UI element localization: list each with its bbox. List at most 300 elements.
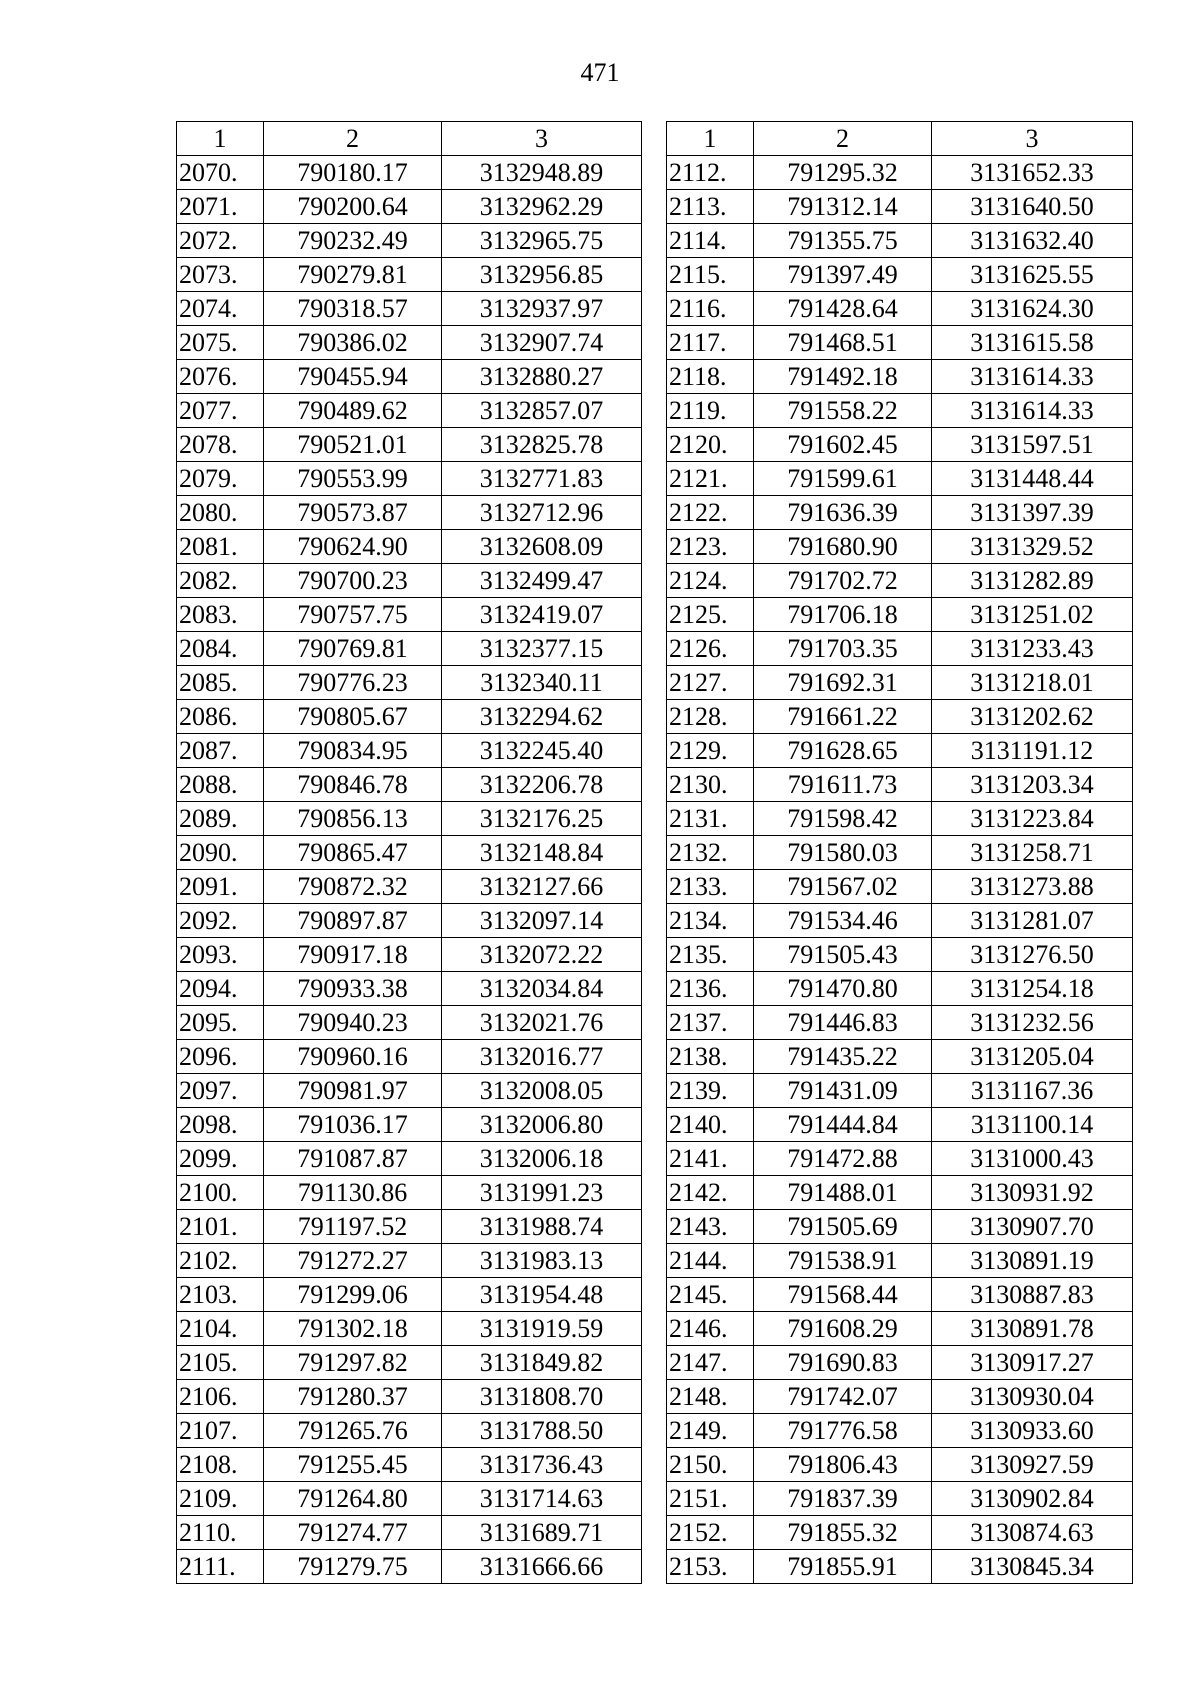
x-coordinate-cell: 791505.69 — [754, 1210, 932, 1244]
x-coordinate-cell: 790521.01 — [264, 428, 442, 462]
y-coordinate-cell: 3131000.43 — [932, 1142, 1133, 1176]
table-row — [667, 802, 1133, 836]
x-coordinate-cell: 790624.90 — [264, 530, 442, 564]
point-number-cell: 2111. — [177, 1550, 264, 1584]
x-coordinate-cell: 791690.83 — [754, 1346, 932, 1380]
y-coordinate-cell: 3132148.84 — [442, 836, 642, 870]
point-number-cell: 2092. — [177, 904, 264, 938]
point-number-cell: 2121. — [667, 462, 754, 496]
table-row — [667, 1006, 1133, 1040]
y-coordinate-cell: 3131233.43 — [932, 632, 1133, 666]
point-number-cell: 2093. — [177, 938, 264, 972]
point-number-cell: 2142. — [667, 1176, 754, 1210]
x-coordinate-cell: 790805.67 — [264, 700, 442, 734]
point-number-cell: 2128. — [667, 700, 754, 734]
y-coordinate-cell: 3132245.40 — [442, 734, 642, 768]
x-coordinate-cell: 791837.39 — [754, 1482, 932, 1516]
point-number-cell: 2122. — [667, 496, 754, 530]
x-coordinate-cell: 791855.91 — [754, 1550, 932, 1584]
x-coordinate-cell: 791355.75 — [754, 224, 932, 258]
table-row — [177, 428, 642, 462]
x-coordinate-cell: 791580.03 — [754, 836, 932, 870]
x-coordinate-cell: 791706.18 — [754, 598, 932, 632]
point-number-cell: 2147. — [667, 1346, 754, 1380]
table-row — [667, 598, 1133, 632]
y-coordinate-cell: 3132016.77 — [442, 1040, 642, 1074]
x-coordinate-cell: 790232.49 — [264, 224, 442, 258]
point-number-cell: 2073. — [177, 258, 264, 292]
point-number-cell: 2137. — [667, 1006, 754, 1040]
x-coordinate-cell: 791435.22 — [754, 1040, 932, 1074]
point-number-cell: 2095. — [177, 1006, 264, 1040]
x-coordinate-cell: 790981.97 — [264, 1074, 442, 1108]
x-coordinate-cell: 790897.87 — [264, 904, 442, 938]
y-coordinate-cell: 3131849.82 — [442, 1346, 642, 1380]
table-row — [667, 972, 1133, 1006]
point-number-cell: 2131. — [667, 802, 754, 836]
y-coordinate-cell: 3131652.33 — [932, 156, 1133, 190]
x-coordinate-cell: 791274.77 — [264, 1516, 442, 1550]
y-coordinate-cell: 3131954.48 — [442, 1278, 642, 1312]
y-coordinate-cell: 3130845.34 — [932, 1550, 1133, 1584]
y-coordinate-cell: 3132937.97 — [442, 292, 642, 326]
point-number-cell: 2075. — [177, 326, 264, 360]
point-number-cell: 2105. — [177, 1346, 264, 1380]
point-number-cell: 2146. — [667, 1312, 754, 1346]
y-coordinate-cell: 3130927.59 — [932, 1448, 1133, 1482]
y-coordinate-cell: 3131689.71 — [442, 1516, 642, 1550]
x-coordinate-cell: 790455.94 — [264, 360, 442, 394]
y-coordinate-cell: 3131273.88 — [932, 870, 1133, 904]
point-number-cell: 2133. — [667, 870, 754, 904]
point-number-cell: 2083. — [177, 598, 264, 632]
table-row — [667, 700, 1133, 734]
x-coordinate-cell: 790865.47 — [264, 836, 442, 870]
x-coordinate-cell: 791702.72 — [754, 564, 932, 598]
y-coordinate-cell: 3130933.60 — [932, 1414, 1133, 1448]
y-coordinate-cell: 3132072.22 — [442, 938, 642, 972]
y-coordinate-cell: 3132340.11 — [442, 666, 642, 700]
point-number-cell: 2144. — [667, 1244, 754, 1278]
y-coordinate-cell: 3130891.19 — [932, 1244, 1133, 1278]
table-row — [667, 156, 1133, 190]
x-coordinate-cell: 791806.43 — [754, 1448, 932, 1482]
header-row — [667, 122, 1133, 156]
x-coordinate-cell: 791628.65 — [754, 734, 932, 768]
y-coordinate-cell: 3130930.04 — [932, 1380, 1133, 1414]
table-row — [177, 904, 642, 938]
point-number-cell: 2138. — [667, 1040, 754, 1074]
y-coordinate-cell: 3131205.04 — [932, 1040, 1133, 1074]
point-number-cell: 2071. — [177, 190, 264, 224]
table-body — [667, 156, 1133, 1584]
point-number-cell: 2119. — [667, 394, 754, 428]
y-coordinate-cell: 3132956.85 — [442, 258, 642, 292]
table-row — [177, 972, 642, 1006]
y-coordinate-cell: 3130874.63 — [932, 1516, 1133, 1550]
y-coordinate-cell: 3131203.34 — [932, 768, 1133, 802]
x-coordinate-cell: 791538.91 — [754, 1244, 932, 1278]
column-header-y-coordinate: 3 — [932, 122, 1133, 156]
table-row — [177, 530, 642, 564]
point-number-cell: 2085. — [177, 666, 264, 700]
y-coordinate-cell: 3131276.50 — [932, 938, 1133, 972]
point-number-cell: 2108. — [177, 1448, 264, 1482]
x-coordinate-cell: 791534.46 — [754, 904, 932, 938]
point-number-cell: 2120. — [667, 428, 754, 462]
y-coordinate-cell: 3132176.25 — [442, 802, 642, 836]
x-coordinate-cell: 791272.27 — [264, 1244, 442, 1278]
table-row — [177, 292, 642, 326]
y-coordinate-cell: 3132499.47 — [442, 564, 642, 598]
point-number-cell: 2125. — [667, 598, 754, 632]
point-number-cell: 2143. — [667, 1210, 754, 1244]
y-coordinate-cell: 3132419.07 — [442, 598, 642, 632]
table-row — [177, 496, 642, 530]
point-number-cell: 2076. — [177, 360, 264, 394]
y-coordinate-cell: 3132771.83 — [442, 462, 642, 496]
x-coordinate-cell: 790318.57 — [264, 292, 442, 326]
y-coordinate-cell: 3132097.14 — [442, 904, 642, 938]
point-number-cell: 2106. — [177, 1380, 264, 1414]
x-coordinate-cell: 790700.23 — [264, 564, 442, 598]
x-coordinate-cell: 791130.86 — [264, 1176, 442, 1210]
point-number-cell: 2072. — [177, 224, 264, 258]
x-coordinate-cell: 791297.82 — [264, 1346, 442, 1380]
y-coordinate-cell: 3131251.02 — [932, 598, 1133, 632]
point-number-cell: 2127. — [667, 666, 754, 700]
y-coordinate-cell: 3130887.83 — [932, 1278, 1133, 1312]
table-row — [177, 802, 642, 836]
point-number-cell: 2136. — [667, 972, 754, 1006]
table-row — [177, 1176, 642, 1210]
x-coordinate-cell: 790872.32 — [264, 870, 442, 904]
table-row — [667, 564, 1133, 598]
table-row — [667, 360, 1133, 394]
x-coordinate-cell: 791468.51 — [754, 326, 932, 360]
x-coordinate-cell: 790933.38 — [264, 972, 442, 1006]
table-row — [177, 632, 642, 666]
y-coordinate-cell: 3131808.70 — [442, 1380, 642, 1414]
table-row — [667, 734, 1133, 768]
column-header-point-number: 1 — [667, 122, 754, 156]
point-number-cell: 2098. — [177, 1108, 264, 1142]
table-row — [177, 1142, 642, 1176]
x-coordinate-cell: 791431.09 — [754, 1074, 932, 1108]
y-coordinate-cell: 3131397.39 — [932, 496, 1133, 530]
column-header-point-number: 1 — [177, 122, 264, 156]
point-number-cell: 2116. — [667, 292, 754, 326]
table-row — [177, 224, 642, 258]
x-coordinate-cell: 790917.18 — [264, 938, 442, 972]
x-coordinate-cell: 791492.18 — [754, 360, 932, 394]
point-number-cell: 2078. — [177, 428, 264, 462]
y-coordinate-cell: 3132206.78 — [442, 768, 642, 802]
x-coordinate-cell: 791505.43 — [754, 938, 932, 972]
point-number-cell: 2096. — [177, 1040, 264, 1074]
table-row — [177, 1040, 642, 1074]
y-coordinate-cell: 3131597.51 — [932, 428, 1133, 462]
table-row — [177, 326, 642, 360]
point-number-cell: 2102. — [177, 1244, 264, 1278]
point-number-cell: 2149. — [667, 1414, 754, 1448]
y-coordinate-cell: 3132008.05 — [442, 1074, 642, 1108]
x-coordinate-cell: 791611.73 — [754, 768, 932, 802]
x-coordinate-cell: 790180.17 — [264, 156, 442, 190]
y-coordinate-cell: 3132880.27 — [442, 360, 642, 394]
x-coordinate-cell: 791488.01 — [754, 1176, 932, 1210]
point-number-cell: 2115. — [667, 258, 754, 292]
point-number-cell: 2148. — [667, 1380, 754, 1414]
x-coordinate-cell: 791661.22 — [754, 700, 932, 734]
x-coordinate-cell: 791608.29 — [754, 1312, 932, 1346]
point-number-cell: 2101. — [177, 1210, 264, 1244]
table-row — [667, 1550, 1133, 1584]
table-row — [667, 428, 1133, 462]
x-coordinate-cell: 791470.80 — [754, 972, 932, 1006]
point-number-cell: 2074. — [177, 292, 264, 326]
point-number-cell: 2107. — [177, 1414, 264, 1448]
y-coordinate-cell: 3131666.66 — [442, 1550, 642, 1584]
x-coordinate-cell: 790769.81 — [264, 632, 442, 666]
y-coordinate-cell: 3131218.01 — [932, 666, 1133, 700]
table-row — [177, 1312, 642, 1346]
point-number-cell: 2129. — [667, 734, 754, 768]
point-number-cell: 2070. — [177, 156, 264, 190]
y-coordinate-cell: 3131736.43 — [442, 1448, 642, 1482]
table-row — [667, 1448, 1133, 1482]
x-coordinate-cell: 791299.06 — [264, 1278, 442, 1312]
table-row — [177, 666, 642, 700]
point-number-cell: 2089. — [177, 802, 264, 836]
x-coordinate-cell: 790960.16 — [264, 1040, 442, 1074]
y-coordinate-cell: 3130917.27 — [932, 1346, 1133, 1380]
point-number-cell: 2100. — [177, 1176, 264, 1210]
point-number-cell: 2094. — [177, 972, 264, 1006]
point-number-cell: 2145. — [667, 1278, 754, 1312]
x-coordinate-cell: 791446.83 — [754, 1006, 932, 1040]
point-number-cell: 2126. — [667, 632, 754, 666]
column-header-y-coordinate: 3 — [442, 122, 642, 156]
x-coordinate-cell: 790489.62 — [264, 394, 442, 428]
point-number-cell: 2114. — [667, 224, 754, 258]
x-coordinate-cell: 791280.37 — [264, 1380, 442, 1414]
y-coordinate-cell: 3132907.74 — [442, 326, 642, 360]
point-number-cell: 2152. — [667, 1516, 754, 1550]
y-coordinate-cell: 3131625.55 — [932, 258, 1133, 292]
table-row — [667, 530, 1133, 564]
x-coordinate-cell: 790386.02 — [264, 326, 442, 360]
point-number-cell: 2124. — [667, 564, 754, 598]
point-number-cell: 2151. — [667, 1482, 754, 1516]
x-coordinate-cell: 790279.81 — [264, 258, 442, 292]
point-number-cell: 2087. — [177, 734, 264, 768]
table-row — [667, 904, 1133, 938]
y-coordinate-cell: 3130891.78 — [932, 1312, 1133, 1346]
point-number-cell: 2141. — [667, 1142, 754, 1176]
table-row — [667, 1414, 1133, 1448]
table-row — [667, 1516, 1133, 1550]
table-row — [177, 1482, 642, 1516]
table-row — [667, 224, 1133, 258]
y-coordinate-cell: 3131254.18 — [932, 972, 1133, 1006]
x-coordinate-cell: 791598.42 — [754, 802, 932, 836]
x-coordinate-cell: 791264.80 — [264, 1482, 442, 1516]
y-coordinate-cell: 3130931.92 — [932, 1176, 1133, 1210]
point-number-cell: 2082. — [177, 564, 264, 598]
y-coordinate-cell: 3131100.14 — [932, 1108, 1133, 1142]
table-row — [667, 1040, 1133, 1074]
table-row — [177, 598, 642, 632]
x-coordinate-cell: 791255.45 — [264, 1448, 442, 1482]
y-coordinate-cell: 3131615.58 — [932, 326, 1133, 360]
table-row — [667, 326, 1133, 360]
x-coordinate-cell: 791742.07 — [754, 1380, 932, 1414]
table-row — [667, 1244, 1133, 1278]
table-row — [667, 632, 1133, 666]
table-row — [667, 768, 1133, 802]
x-coordinate-cell: 790846.78 — [264, 768, 442, 802]
x-coordinate-cell: 791558.22 — [754, 394, 932, 428]
point-number-cell: 2090. — [177, 836, 264, 870]
column-header-x-coordinate: 2 — [264, 122, 442, 156]
point-number-cell: 2080. — [177, 496, 264, 530]
y-coordinate-cell: 3131614.33 — [932, 394, 1133, 428]
table-row — [177, 836, 642, 870]
table-row — [177, 734, 642, 768]
x-coordinate-cell: 790200.64 — [264, 190, 442, 224]
y-coordinate-cell: 3132127.66 — [442, 870, 642, 904]
x-coordinate-cell: 791472.88 — [754, 1142, 932, 1176]
y-coordinate-cell: 3132021.76 — [442, 1006, 642, 1040]
table-row — [177, 1550, 642, 1584]
point-number-cell: 2109. — [177, 1482, 264, 1516]
x-coordinate-cell: 791036.17 — [264, 1108, 442, 1142]
table-row — [667, 1142, 1133, 1176]
point-number-cell: 2084. — [177, 632, 264, 666]
point-number-cell: 2118. — [667, 360, 754, 394]
table-row — [667, 870, 1133, 904]
y-coordinate-cell: 3132006.18 — [442, 1142, 642, 1176]
table-row — [177, 1108, 642, 1142]
table-row — [667, 496, 1133, 530]
point-number-cell: 2153. — [667, 1550, 754, 1584]
table-row — [177, 564, 642, 598]
table-row — [667, 1176, 1133, 1210]
x-coordinate-cell: 790553.99 — [264, 462, 442, 496]
point-number-cell: 2099. — [177, 1142, 264, 1176]
y-coordinate-cell: 3132006.80 — [442, 1108, 642, 1142]
column-header-x-coordinate: 2 — [754, 122, 932, 156]
y-coordinate-cell: 3131223.84 — [932, 802, 1133, 836]
x-coordinate-cell: 791692.31 — [754, 666, 932, 700]
y-coordinate-cell: 3131714.63 — [442, 1482, 642, 1516]
x-coordinate-cell: 791602.45 — [754, 428, 932, 462]
y-coordinate-cell: 3131258.71 — [932, 836, 1133, 870]
x-coordinate-cell: 791295.32 — [754, 156, 932, 190]
x-coordinate-cell: 791087.87 — [264, 1142, 442, 1176]
table-row — [177, 190, 642, 224]
table-row — [667, 190, 1133, 224]
point-number-cell: 2110. — [177, 1516, 264, 1550]
y-coordinate-cell: 3131988.74 — [442, 1210, 642, 1244]
page-number: 471 — [580, 58, 620, 87]
x-coordinate-cell: 791312.14 — [754, 190, 932, 224]
x-coordinate-cell: 790776.23 — [264, 666, 442, 700]
y-coordinate-cell: 3132608.09 — [442, 530, 642, 564]
header-row — [177, 122, 642, 156]
table-row — [177, 1244, 642, 1278]
point-number-cell: 2104. — [177, 1312, 264, 1346]
table-row — [177, 258, 642, 292]
x-coordinate-cell: 790573.87 — [264, 496, 442, 530]
table-row — [177, 1210, 642, 1244]
y-coordinate-cell: 3131281.07 — [932, 904, 1133, 938]
y-coordinate-cell: 3132712.96 — [442, 496, 642, 530]
table-row — [177, 1448, 642, 1482]
table-row — [667, 1380, 1133, 1414]
point-number-cell: 2113. — [667, 190, 754, 224]
table-row — [177, 768, 642, 802]
table-header — [177, 122, 642, 156]
y-coordinate-cell: 3130902.84 — [932, 1482, 1133, 1516]
table-row — [177, 938, 642, 972]
point-number-cell: 2150. — [667, 1448, 754, 1482]
x-coordinate-cell: 791265.76 — [264, 1414, 442, 1448]
x-coordinate-cell: 791444.84 — [754, 1108, 932, 1142]
table-row — [177, 1346, 642, 1380]
x-coordinate-cell: 790834.95 — [264, 734, 442, 768]
x-coordinate-cell: 791397.49 — [754, 258, 932, 292]
point-number-cell: 2112. — [667, 156, 754, 190]
y-coordinate-cell: 3131202.62 — [932, 700, 1133, 734]
x-coordinate-cell: 791636.39 — [754, 496, 932, 530]
table-row — [177, 360, 642, 394]
table-row — [667, 292, 1133, 326]
y-coordinate-cell: 3131191.12 — [932, 734, 1133, 768]
point-number-cell: 2077. — [177, 394, 264, 428]
point-number-cell: 2135. — [667, 938, 754, 972]
x-coordinate-cell: 790856.13 — [264, 802, 442, 836]
table-row — [667, 1278, 1133, 1312]
point-number-cell: 2140. — [667, 1108, 754, 1142]
table-row — [177, 1006, 642, 1040]
y-coordinate-cell: 3131991.23 — [442, 1176, 642, 1210]
y-coordinate-cell: 3131232.56 — [932, 1006, 1133, 1040]
table-row — [177, 870, 642, 904]
point-number-cell: 2079. — [177, 462, 264, 496]
point-number-cell: 2130. — [667, 768, 754, 802]
x-coordinate-cell: 791599.61 — [754, 462, 932, 496]
table-body — [177, 156, 642, 1584]
x-coordinate-cell: 791776.58 — [754, 1414, 932, 1448]
x-coordinate-cell: 790757.75 — [264, 598, 442, 632]
point-number-cell: 2091. — [177, 870, 264, 904]
y-coordinate-cell: 3131919.59 — [442, 1312, 642, 1346]
table-row — [177, 1414, 642, 1448]
y-coordinate-cell: 3131329.52 — [932, 530, 1133, 564]
table-row — [667, 1346, 1133, 1380]
x-coordinate-cell: 791197.52 — [264, 1210, 442, 1244]
y-coordinate-cell: 3132034.84 — [442, 972, 642, 1006]
y-coordinate-cell: 3132962.29 — [442, 190, 642, 224]
x-coordinate-cell: 791703.35 — [754, 632, 932, 666]
y-coordinate-cell: 3131167.36 — [932, 1074, 1133, 1108]
x-coordinate-cell: 791567.02 — [754, 870, 932, 904]
x-coordinate-cell: 791855.32 — [754, 1516, 932, 1550]
y-coordinate-cell: 3131282.89 — [932, 564, 1133, 598]
table-row — [667, 1312, 1133, 1346]
